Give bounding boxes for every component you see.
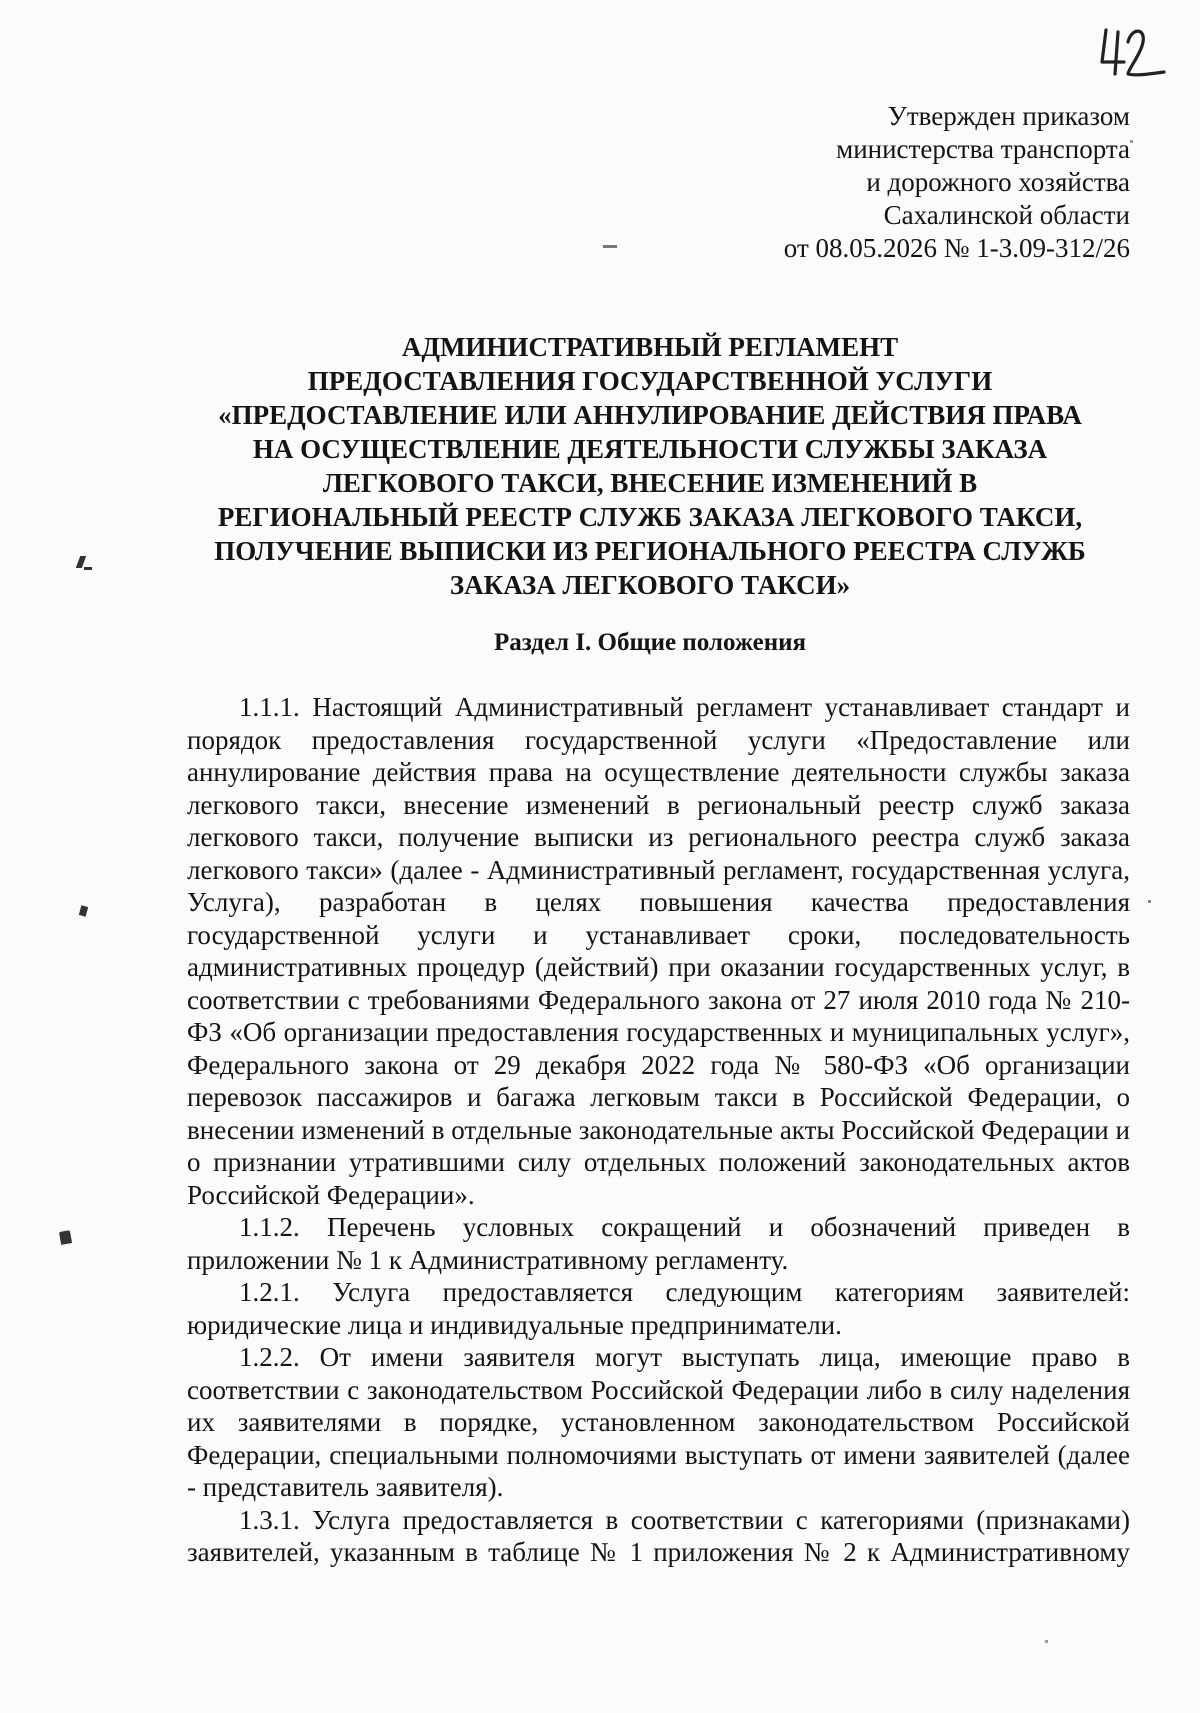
approval-line: Утвержден приказом: [887, 101, 1130, 131]
paragraph-1-2-2: 1.2.2. От имени заявителя могут выступать лица, имеющие право в соответствии с законодательством Российской Федерации либо в силу наделения их заявителями в порядке, установленном законодательством Российской Федерации, специальными полномочиями выступать от имени заявителей (далее - представитель заявителя).: [187, 1342, 1130, 1502]
approval-line: министерства транспорта: [836, 134, 1130, 164]
title-line: РЕГИОНАЛЬНЫЙ РЕЕСТР СЛУЖБ ЗАКАЗА ЛЕГКОВОГО ТАКСИ,: [217, 502, 1083, 532]
document-title: [170, 330, 1130, 602]
title-line: НА ОСУЩЕСТВЛЕНИЕ ДЕЯТЕЛЬНОСТИ СЛУЖБЫ ЗАКАЗА: [252, 434, 1048, 464]
scan-speck: [1148, 900, 1151, 903]
title-line: АДМИНИСТРАТИВНЫЙ РЕГЛАМЕНТ: [401, 332, 899, 362]
section-heading: Раздел I. Общие положения: [493, 629, 807, 656]
approval-order-number: от 08.05.2026 № 1-3.09-312/26: [783, 233, 1130, 263]
scan-speck: [79, 905, 88, 916]
title-line: ПРЕДОСТАВЛЕНИЯ ГОСУДАРСТВЕННОЙ УСЛУГИ: [307, 366, 993, 396]
handwritten-page-number: [1098, 22, 1168, 92]
paragraph-1-1-2: 1.1.2. Перечень условных сокращений и обозначений приведен в приложении № 1 к Административному регламенту.: [187, 1212, 1130, 1275]
scan-speck: [1130, 140, 1133, 143]
body-text: [187, 691, 1130, 1569]
scan-speck: [59, 1230, 72, 1245]
title-line: ЛЕГКОВОГО ТАКСИ, ВНЕСЕНИЕ ИЗМЕНЕНИЙ В: [322, 468, 978, 498]
scan-speck: [603, 245, 617, 248]
title-line: ЗАКАЗА ЛЕГКОВОГО ТАКСИ»: [449, 570, 851, 600]
title-line: «ПРЕДОСТАВЛЕНИЕ ИЛИ АННУЛИРОВАНИЕ ДЕЙСТВИЯ ПРАВА: [218, 400, 1082, 430]
paragraph-1-1-1: 1.1.1. Настоящий Административный регламент устанавливает стандарт и порядок предоставления государственной услуги «Предоставление или аннулирование действия права на осуществление деятельности службы заказа легкового такси, внесение изменений в региональный реестр служб заказа легкового такси, получение выписки из регионального реестра служб заказа легкового такси» (далее - Административный регламент, государственная услуга, Услуга), разработан в целях повышения качества предоставления государственной услуги и устанавливает сроки, последовательность административных процедур (действий) при оказании государственных услуг, в соответствии с требованиями Федерального закона от 27 июля 2010 года № 210-ФЗ «Об организации предоставления государственных и муниципальных услуг», Федерального закона от 29 декабря 2022 года № 580-ФЗ «Об организации перевозок пассажиров и багажа легковым такси в Российской Федерации, о внесении изменений в отдельные законодательные акты Российской Федерации и о признании утратившими силу отдельных положений законодательных актов Российской Федерации».: [187, 692, 1130, 1210]
scan-speck: [84, 567, 92, 570]
paragraph-1-3-1: 1.3.1. Услуга предоставляется в соответствии с категориями (признаками) заявителей, указанным в таблице № 1 приложения № 2 к Административному: [187, 1504, 1130, 1567]
approval-line: и дорожного хозяйства: [866, 167, 1130, 197]
title-line: ПОЛУЧЕНИЕ ВЫПИСКИ ИЗ РЕГИОНАЛЬНОГО РЕЕСТРА СЛУЖБ: [214, 536, 1086, 566]
scan-speck: [1045, 1640, 1048, 1643]
paragraph-1-2-1: 1.2.1. Услуга предоставляется следующим категориям заявителей: юридические лица и индивидуальные предприниматели.: [187, 1277, 1130, 1340]
approval-stamp-block: [610, 100, 1130, 265]
approval-line: Сахалинской области: [883, 200, 1130, 230]
